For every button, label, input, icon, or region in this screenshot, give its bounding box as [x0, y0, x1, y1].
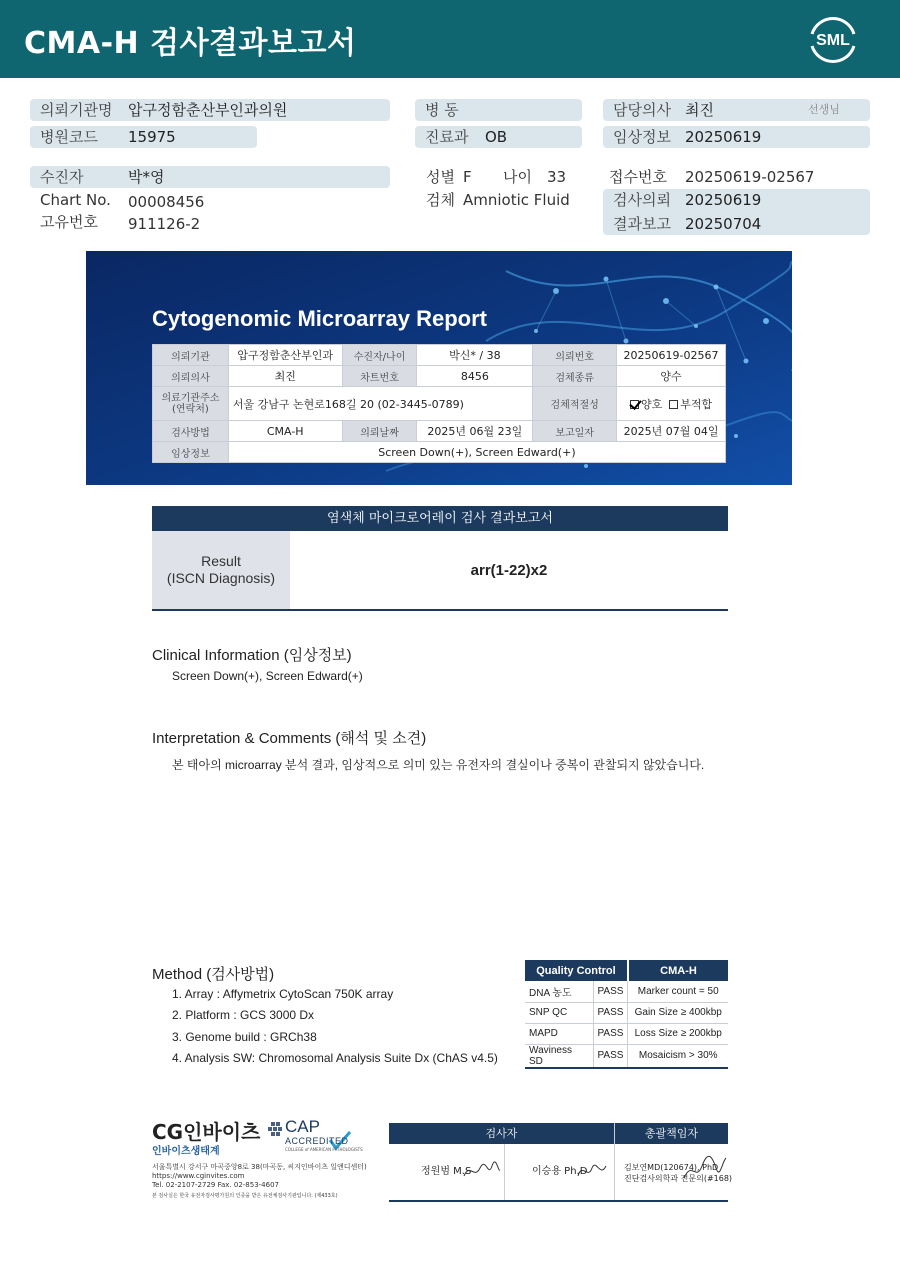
result-value: arr(1-22)x2 [470, 562, 548, 579]
table-row [525, 1002, 728, 1023]
report-header [0, 0, 900, 78]
method-item: 4. Analysis SW: Chromosomal Analysis Suite Dx (ChAS v4.5) [172, 1051, 498, 1065]
table-row [525, 1044, 728, 1068]
method-title: Method (검사방법) [152, 966, 275, 983]
hospital-code-value: 15975 [128, 128, 176, 146]
qc-name: DNA 농도 [525, 981, 593, 1002]
b-doc-h: 의뢰의사 [153, 366, 229, 387]
cg-logo: CG인바이츠 [152, 1120, 261, 1144]
good-checkbox [630, 400, 639, 409]
report-banner [86, 251, 792, 485]
dept-value: OB [485, 128, 508, 146]
clinical-info-value: 20250619 [685, 128, 762, 146]
inspector-2: 이승용 Ph.D [532, 1166, 588, 1177]
qc-name: Waviness SD [525, 1044, 593, 1068]
b-reqno: 20250619-02567 [617, 345, 726, 366]
sml-logo-text: SML [816, 32, 850, 49]
specimen-value: Amniotic Fluid [463, 191, 570, 209]
chart-value: 00008456 [128, 193, 205, 211]
receipt-label: 접수번호 [609, 168, 667, 186]
institution-value: 압구정함춘산부인과의원 [128, 101, 288, 119]
sign-bottom-line [389, 1200, 728, 1202]
interpretation-title: Interpretation & Comments (해석 및 소견) [152, 730, 427, 747]
method-item: 1. Array : Affymetrix CytoScan 750K array [172, 987, 394, 1001]
b-pat-h: 수진자/나이 [342, 345, 417, 366]
qc-header-2: CMA-H [628, 960, 728, 981]
request-label: 검사의뢰 [613, 191, 671, 209]
institution-label: 의뢰기관명 [40, 101, 113, 119]
b-clin-h: 임상정보 [153, 442, 229, 463]
b-chart: 8456 [417, 366, 533, 387]
cg-subtitle: 인바이츠생태계 [152, 1146, 220, 1157]
age-label: 나이 [503, 168, 532, 186]
qc-name: MAPD [525, 1023, 593, 1044]
b-spec: 양수 [617, 366, 726, 387]
b-spec-h: 검체종류 [533, 366, 617, 387]
b-suit [617, 387, 726, 421]
b-doc: 최진 [228, 366, 342, 387]
report-value: 20250704 [685, 215, 762, 233]
clinical-info-field [603, 126, 870, 148]
qc-status: PASS [593, 1044, 628, 1068]
b-clin: Screen Down(+), Screen Edward(+) [228, 442, 725, 463]
signature-icon [682, 1152, 728, 1186]
signature-icon [462, 1158, 502, 1184]
cap-logo-text: CAP [285, 1117, 320, 1136]
sign-divider [614, 1123, 615, 1200]
clinical-title: Clinical Information (임상정보) [152, 647, 352, 664]
ward-label: 병 동 [425, 101, 459, 119]
b-reqdate: 2025년 06월 23일 [417, 421, 533, 442]
b-chart-h: 차트번호 [342, 366, 417, 387]
b-addr-h1: 의료기관주소 [161, 392, 220, 404]
b-addr-h [153, 387, 229, 421]
specimen-label: 검체 [426, 191, 455, 209]
chief-name: 김보연MD(120674), PhD [624, 1163, 719, 1172]
signature-icon [576, 1156, 610, 1184]
footer-certification: 본 검사실은 한국 유전자검사평가원의 인증을 받은 유전체검사기관입니다. (제433호) [152, 1193, 338, 1199]
report-label: 결과보고 [613, 215, 671, 233]
cap-accredited-text: ACCREDITED [285, 1136, 349, 1146]
result-label [152, 531, 290, 610]
method-item: 3. Genome build : GRCh38 [172, 1030, 317, 1044]
receipt-value: 20250619-02567 [685, 168, 815, 186]
inspector-1: 정원범 M.S [421, 1166, 472, 1177]
b-reqdate-h: 의뢰날짜 [342, 421, 417, 442]
clinical-text: Screen Down(+), Screen Edward(+) [172, 669, 363, 683]
good-label: 양호 [640, 397, 663, 411]
doctor-label: 담당의사 [613, 101, 671, 119]
ward-field [415, 99, 582, 121]
banner-table [152, 344, 726, 463]
qc-status: PASS [593, 1002, 628, 1023]
qc-status: PASS [593, 981, 628, 1002]
banner-title: Cytogenomic Microarray Report [152, 306, 487, 331]
qc-table [525, 960, 728, 1069]
b-repdate: 2025년 07월 04일 [617, 421, 726, 442]
b-addr: 서울 강남구 논현로168길 20 (02-3445-0789) [228, 387, 532, 421]
b-pat: 박신* / 38 [417, 345, 533, 366]
bad-checkbox [669, 400, 678, 409]
patient-field [30, 166, 390, 188]
table-row [525, 1023, 728, 1044]
uid-label: 고유번호 [40, 213, 98, 231]
sex-label: 성별 [426, 168, 455, 186]
institution-field [30, 99, 390, 121]
table-row [525, 981, 728, 1002]
qc-header-1: Quality Control [525, 960, 628, 981]
uid-value: 911126-2 [128, 215, 201, 233]
inspector-header: 검사자 [389, 1123, 614, 1144]
b-addr-h2: (연락처) [172, 403, 209, 415]
interpretation-text: 본 태아의 microarray 분석 결과, 임상적으로 의미 있는 유전자의 결실이나 중복이 관찰되지 않았습니다. [172, 758, 705, 772]
doctor-value: 최진 [685, 101, 714, 119]
qc-criterion: Loss Size ≥ 200kbp [628, 1023, 728, 1044]
result-label-line2: (ISCN Diagnosis) [166, 570, 276, 586]
chart-label: Chart No. [40, 191, 111, 209]
chief-header: 총괄책임자 [615, 1123, 728, 1144]
qc-criterion: Mosaicism > 30% [628, 1044, 728, 1068]
doctor-suffix: 선생님 [808, 103, 840, 116]
hospital-code-field [30, 126, 257, 148]
b-repdate-h: 보고일자 [533, 421, 617, 442]
report-title: CMA-H 검사결과보고서 [24, 26, 357, 61]
cap-college-text: COLLEGE of AMERICAN PATHOLOGISTS [285, 1147, 363, 1152]
b-suit-h: 검체적절성 [533, 387, 617, 421]
sml-logo-icon [804, 12, 862, 66]
result-divider [152, 609, 728, 611]
footer-phone: Tel. 02-2107-2729 Fax. 02-853-4607 [152, 1181, 280, 1189]
b-inst: 압구정함춘산부인과 [228, 345, 342, 366]
dept-label: 진료과 [425, 128, 469, 146]
b-method-h: 검사방법 [153, 421, 229, 442]
method-item: 2. Platform : GCS 3000 Dx [172, 1008, 315, 1022]
sex-value: F [463, 168, 472, 186]
result-label-line1: Result [201, 553, 241, 569]
qc-name: SNP QC [525, 1002, 593, 1023]
clinical-info-label: 임상정보 [613, 128, 671, 146]
sign-divider [504, 1144, 505, 1200]
qc-criterion: Marker count = 50 [628, 981, 728, 1002]
doctor-field [603, 99, 870, 121]
qc-status: PASS [593, 1023, 628, 1044]
footer-website: https://www.cginvites.com [152, 1172, 245, 1180]
request-report-field [603, 189, 870, 235]
bad-label: 부적합 [680, 397, 713, 411]
age-value: 33 [547, 168, 567, 186]
dept-field [415, 126, 582, 148]
footer-address: 서울특별시 강서구 마곡중앙8로 38(마곡동, 씨지인바이츠 일앤디센터) [152, 1163, 367, 1171]
hospital-code-label: 병원코드 [40, 128, 98, 146]
b-inst-h: 의뢰기관 [153, 345, 229, 366]
qc-criterion: Gain Size ≥ 400kbp [628, 1002, 728, 1023]
request-value: 20250619 [685, 191, 762, 209]
patient-label: 수진자 [40, 168, 84, 186]
b-method: CMA-H [228, 421, 342, 442]
b-reqno-h: 의뢰번호 [533, 345, 617, 366]
patient-value: 박*영 [128, 168, 165, 186]
chief-title: 진단검사의학과 전문의(#168) [624, 1174, 733, 1183]
result-header-bar: 염색체 마이크로어레이 검사 결과보고서 [152, 506, 728, 531]
